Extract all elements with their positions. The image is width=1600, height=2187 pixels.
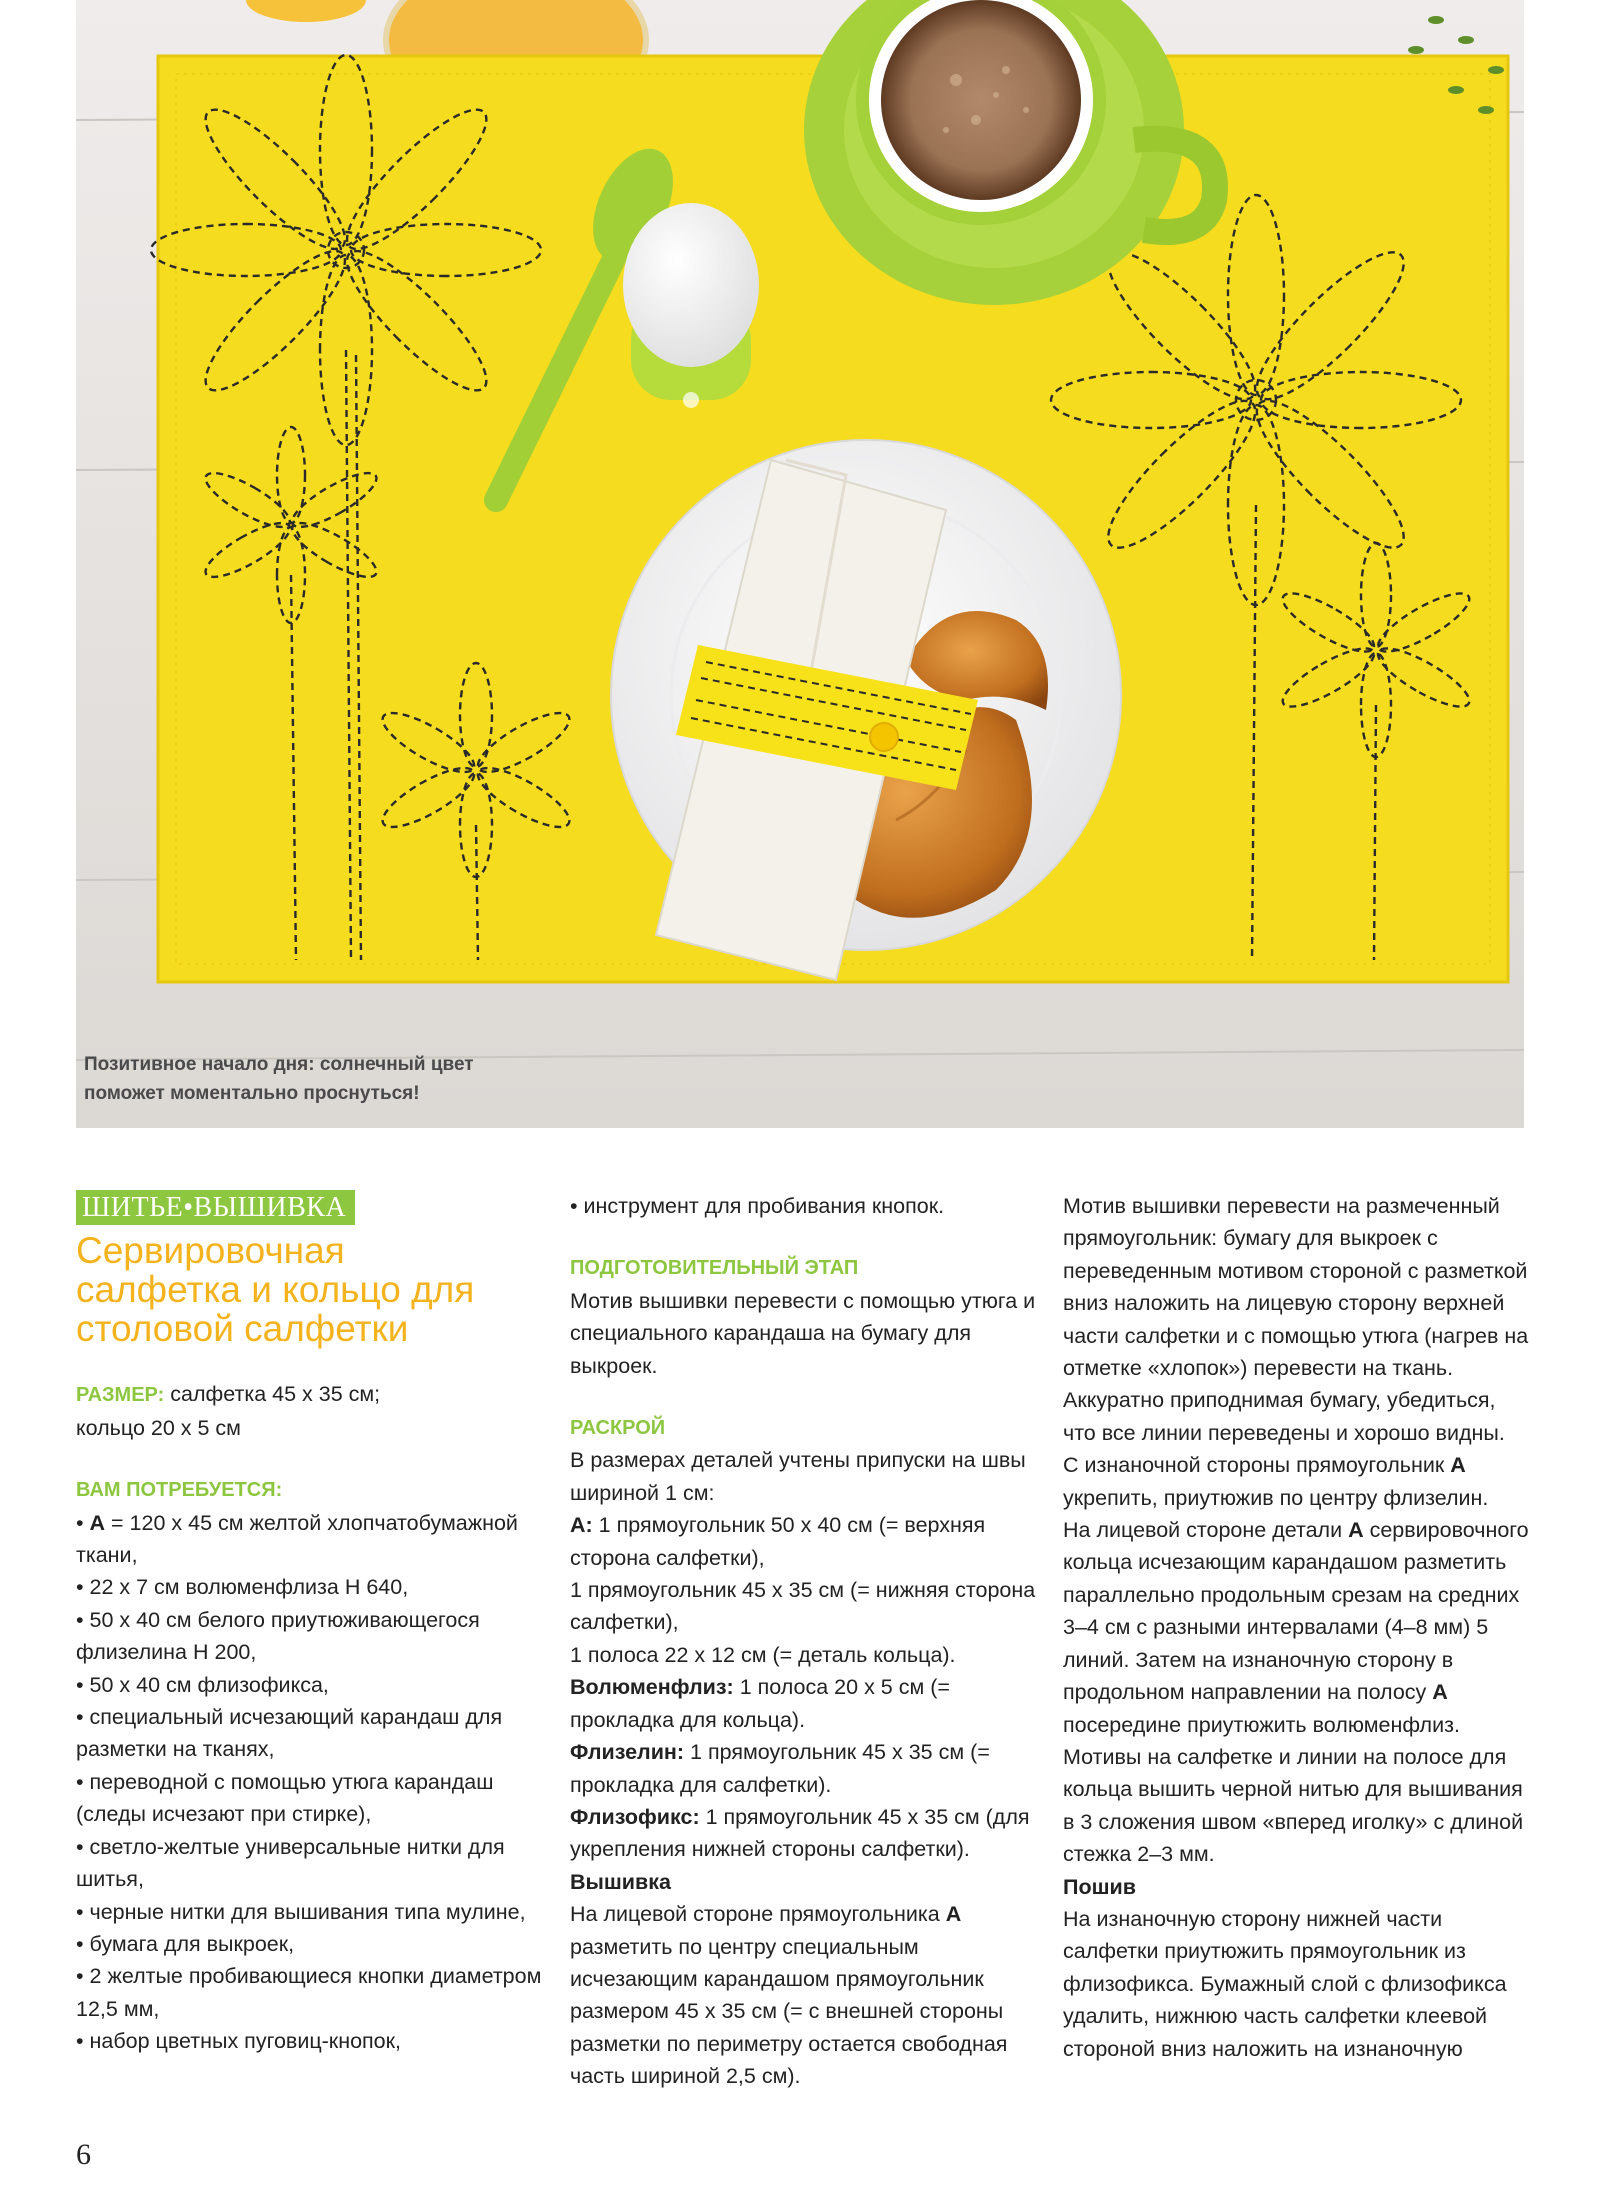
material-item: • инструмент для пробивания кнопок. [570, 1194, 945, 1218]
material-text: светло-желтые универсальные нитки для шитья, [76, 1834, 505, 1892]
material-item: • специальный исчезающий карандаш для разметки на тканях, [76, 1705, 503, 1762]
text-part: А [945, 1902, 962, 1927]
text-part: На лицевой стороне прямоугольника [570, 1902, 946, 1927]
materials-header: ВАМ ПОТРЕБУЕТСЯ: [76, 1479, 283, 1502]
cut-header: РАСКРОЙ [570, 1417, 666, 1440]
material-text: специальный исчезающий карандаш для разметки на тканях, [76, 1705, 503, 1762]
material-item: • 2 желтые пробивающиеся кнопки диаметром 12,5 мм, [76, 1964, 542, 2021]
material-item: • бумага для выкроек, [76, 1931, 295, 1956]
material-text: набор цветных пуговиц-кнопок, [89, 2029, 402, 2054]
text-part: посередине приутюжить волюменфлиз. [1063, 1712, 1460, 1737]
size-block [76, 1378, 546, 1444]
embroidery-text-2: Мотив вышивки перевести на размеченный прямоугольник: бумагу для выкроек с переведенным мотивом стороной с разметкой вниз наложить на лицевую сторону верхней части салфетки и с помощью утюга (нагрев на отметке «хлопок») перевести на ткань. Аккуратно приподнимая бумагу, убедиться, что все линии переведены и хорошо видны. [1063, 1194, 1529, 1445]
material-item: • набор цветных пуговиц-кнопок, [76, 2029, 402, 2054]
text-part: С изнаночной стороны прямоугольник [1063, 1453, 1451, 1478]
text-column-3 [1063, 1190, 1533, 2065]
breakfast-illustration [76, 0, 1524, 1128]
cut-fliz-label: Флизелин: [570, 1740, 685, 1765]
material-item: • 50 х 40 см флизофикса, [76, 1672, 329, 1697]
cut-vol-label: Волюменфлиз: [570, 1675, 734, 1700]
material-item: • А = 120 х 45 см желтой хлопчатобумажной ткани, [76, 1510, 518, 1568]
text-part: А [1348, 1518, 1364, 1543]
article-title: Сервировочная салфетка и кольцо для столовой салфетки [76, 1230, 475, 1350]
cut-fix-label: Флизофикс: [570, 1804, 700, 1829]
cut-vol-text: 1 полоса 20 х 5 см (= прокладка для кольца). [570, 1675, 950, 1732]
material-text: 2 желтые пробивающиеся кнопки диаметром 12,5 мм, [76, 1964, 542, 2021]
cut-intro: В размерах деталей учтены припуски на швы шириной 1 см: [570, 1448, 1026, 1505]
section-tag: ШИТЬЕ•ВЫШИВКА [76, 1190, 355, 1225]
text-part: сервировочного кольца исчезающим карандашом разметить параллельно продольным срезам на средних 3–4 см с разными интервалами (4–8 мм) 5 линий. Затем на изнаночную сторону в продольном направлении на полосу [1063, 1518, 1529, 1705]
material-item: • светло-желтые универсальные нитки для шитья, [76, 1834, 505, 1892]
cut-a-label: А: [570, 1513, 593, 1538]
material-text: инструмент для пробивания кнопок. [583, 1194, 945, 1218]
caption-line: Позитивное начало дня: солнечный цвет [84, 1054, 474, 1075]
material-item: • черные нитки для вышивания типа мулине, [76, 1899, 526, 1924]
sewing-header: Пошив [1063, 1874, 1136, 1899]
cut-flizelin [570, 1736, 1040, 1801]
cut-a2: 1 прямоугольник 45 х 35 см (= нижняя сторона салфетки), [570, 1578, 1036, 1635]
hero-photo [76, 0, 1524, 1128]
text-part: А [1432, 1680, 1448, 1705]
cut-flizofix [570, 1801, 1040, 1866]
cut-fix-text: 1 прямоугольник 45 х 35 см (для укрепления нижней стороны салфетки). [570, 1804, 1030, 1862]
embroidery-text-3 [1063, 1449, 1533, 1514]
photo-caption [84, 1050, 684, 1108]
embroidery-text-4 [1063, 1514, 1533, 1741]
material-item: • переводной с помощью утюга карандаш (следы исчезают при стирке), [76, 1769, 494, 1827]
cut-fliz-text: 1 прямоугольник 45 х 35 см (= прокладка для салфетки). [570, 1740, 990, 1797]
prep-header: ПОДГОТОВИТЕЛЬНЫЙ ЭТАП [570, 1257, 859, 1280]
embroidery-text-5: Мотивы на салфетке и линии на полосе для кольца вышить черной нитью для вышивания в 3 сложения швом «вперед иголку» с длиной стежка 2–3 мм. [1063, 1744, 1524, 1867]
cut-a1 [570, 1509, 1040, 1574]
material-text: = 120 х 45 см желтой хлопчатобумажной ткани, [76, 1510, 518, 1568]
material-item: • 22 х 7 см волюменфлиза Н 640, [76, 1575, 409, 1600]
text-part: разметить по центру специальным исчезающим карандашом прямоугольник размером 45 х 35 см (= с внешней стороны разметки по периметру остается свободная часть шириной 2,5 см). [570, 1934, 1008, 2089]
material-text: 50 х 40 см флизофикса, [89, 1672, 329, 1697]
cut-volumen [570, 1671, 1040, 1736]
embroidery-text-1 [570, 1898, 1040, 2092]
cut-a3: 1 полоса 22 х 12 см (= деталь кольца). [570, 1642, 956, 1667]
text-column-1 [76, 1190, 546, 2058]
material-text: бумага для выкроек, [89, 1931, 295, 1956]
size-label: РАЗМЕР: [76, 1384, 165, 1407]
size-line1: салфетка 45 х 35 см; [170, 1382, 381, 1407]
material-item: • 50 х 40 см белого приутюживающегося флизелина Н 200, [76, 1607, 480, 1665]
material-text: черные нитки для вышивания типа мулине, [89, 1899, 526, 1924]
material-label: А [89, 1510, 106, 1535]
material-text: переводной с помощью утюга карандаш (следы исчезают при стирке), [76, 1769, 494, 1827]
text-part: А [1450, 1453, 1466, 1478]
sewing-text: На изнаночную сторону нижней части салфетки приутюжить прямоугольник из флизофикса. Бумажный слой с флизофикса удалить, нижнюю часть салфетки клеевой стороной вниз наложить на изнаночную [1063, 1906, 1507, 2061]
text-part: На лицевой стороне детали [1063, 1518, 1349, 1543]
material-text: 22 х 7 см волюменфлиза Н 640, [89, 1575, 409, 1600]
prep-text: Мотив вышивки перевести с помощью утюга и специального карандаша на бумагу для выкроек. [570, 1288, 1036, 1378]
embroidery-header: Вышивка [570, 1869, 671, 1894]
text-column-2 [570, 1190, 1040, 2093]
caption-line: поможет моментально проснуться! [84, 1083, 420, 1104]
material-text: 50 х 40 см белого приутюживающегося флизелина Н 200, [76, 1607, 480, 1665]
page-number: 6 [76, 2138, 91, 2171]
text-part: укрепить, приутюжив по центру флизелин. [1063, 1485, 1489, 1510]
cut-a1-text: 1 прямоугольник 50 х 40 см (= верхняя сторона салфетки), [570, 1513, 986, 1570]
size-line2: кольцо 20 х 5 см [76, 1415, 241, 1440]
